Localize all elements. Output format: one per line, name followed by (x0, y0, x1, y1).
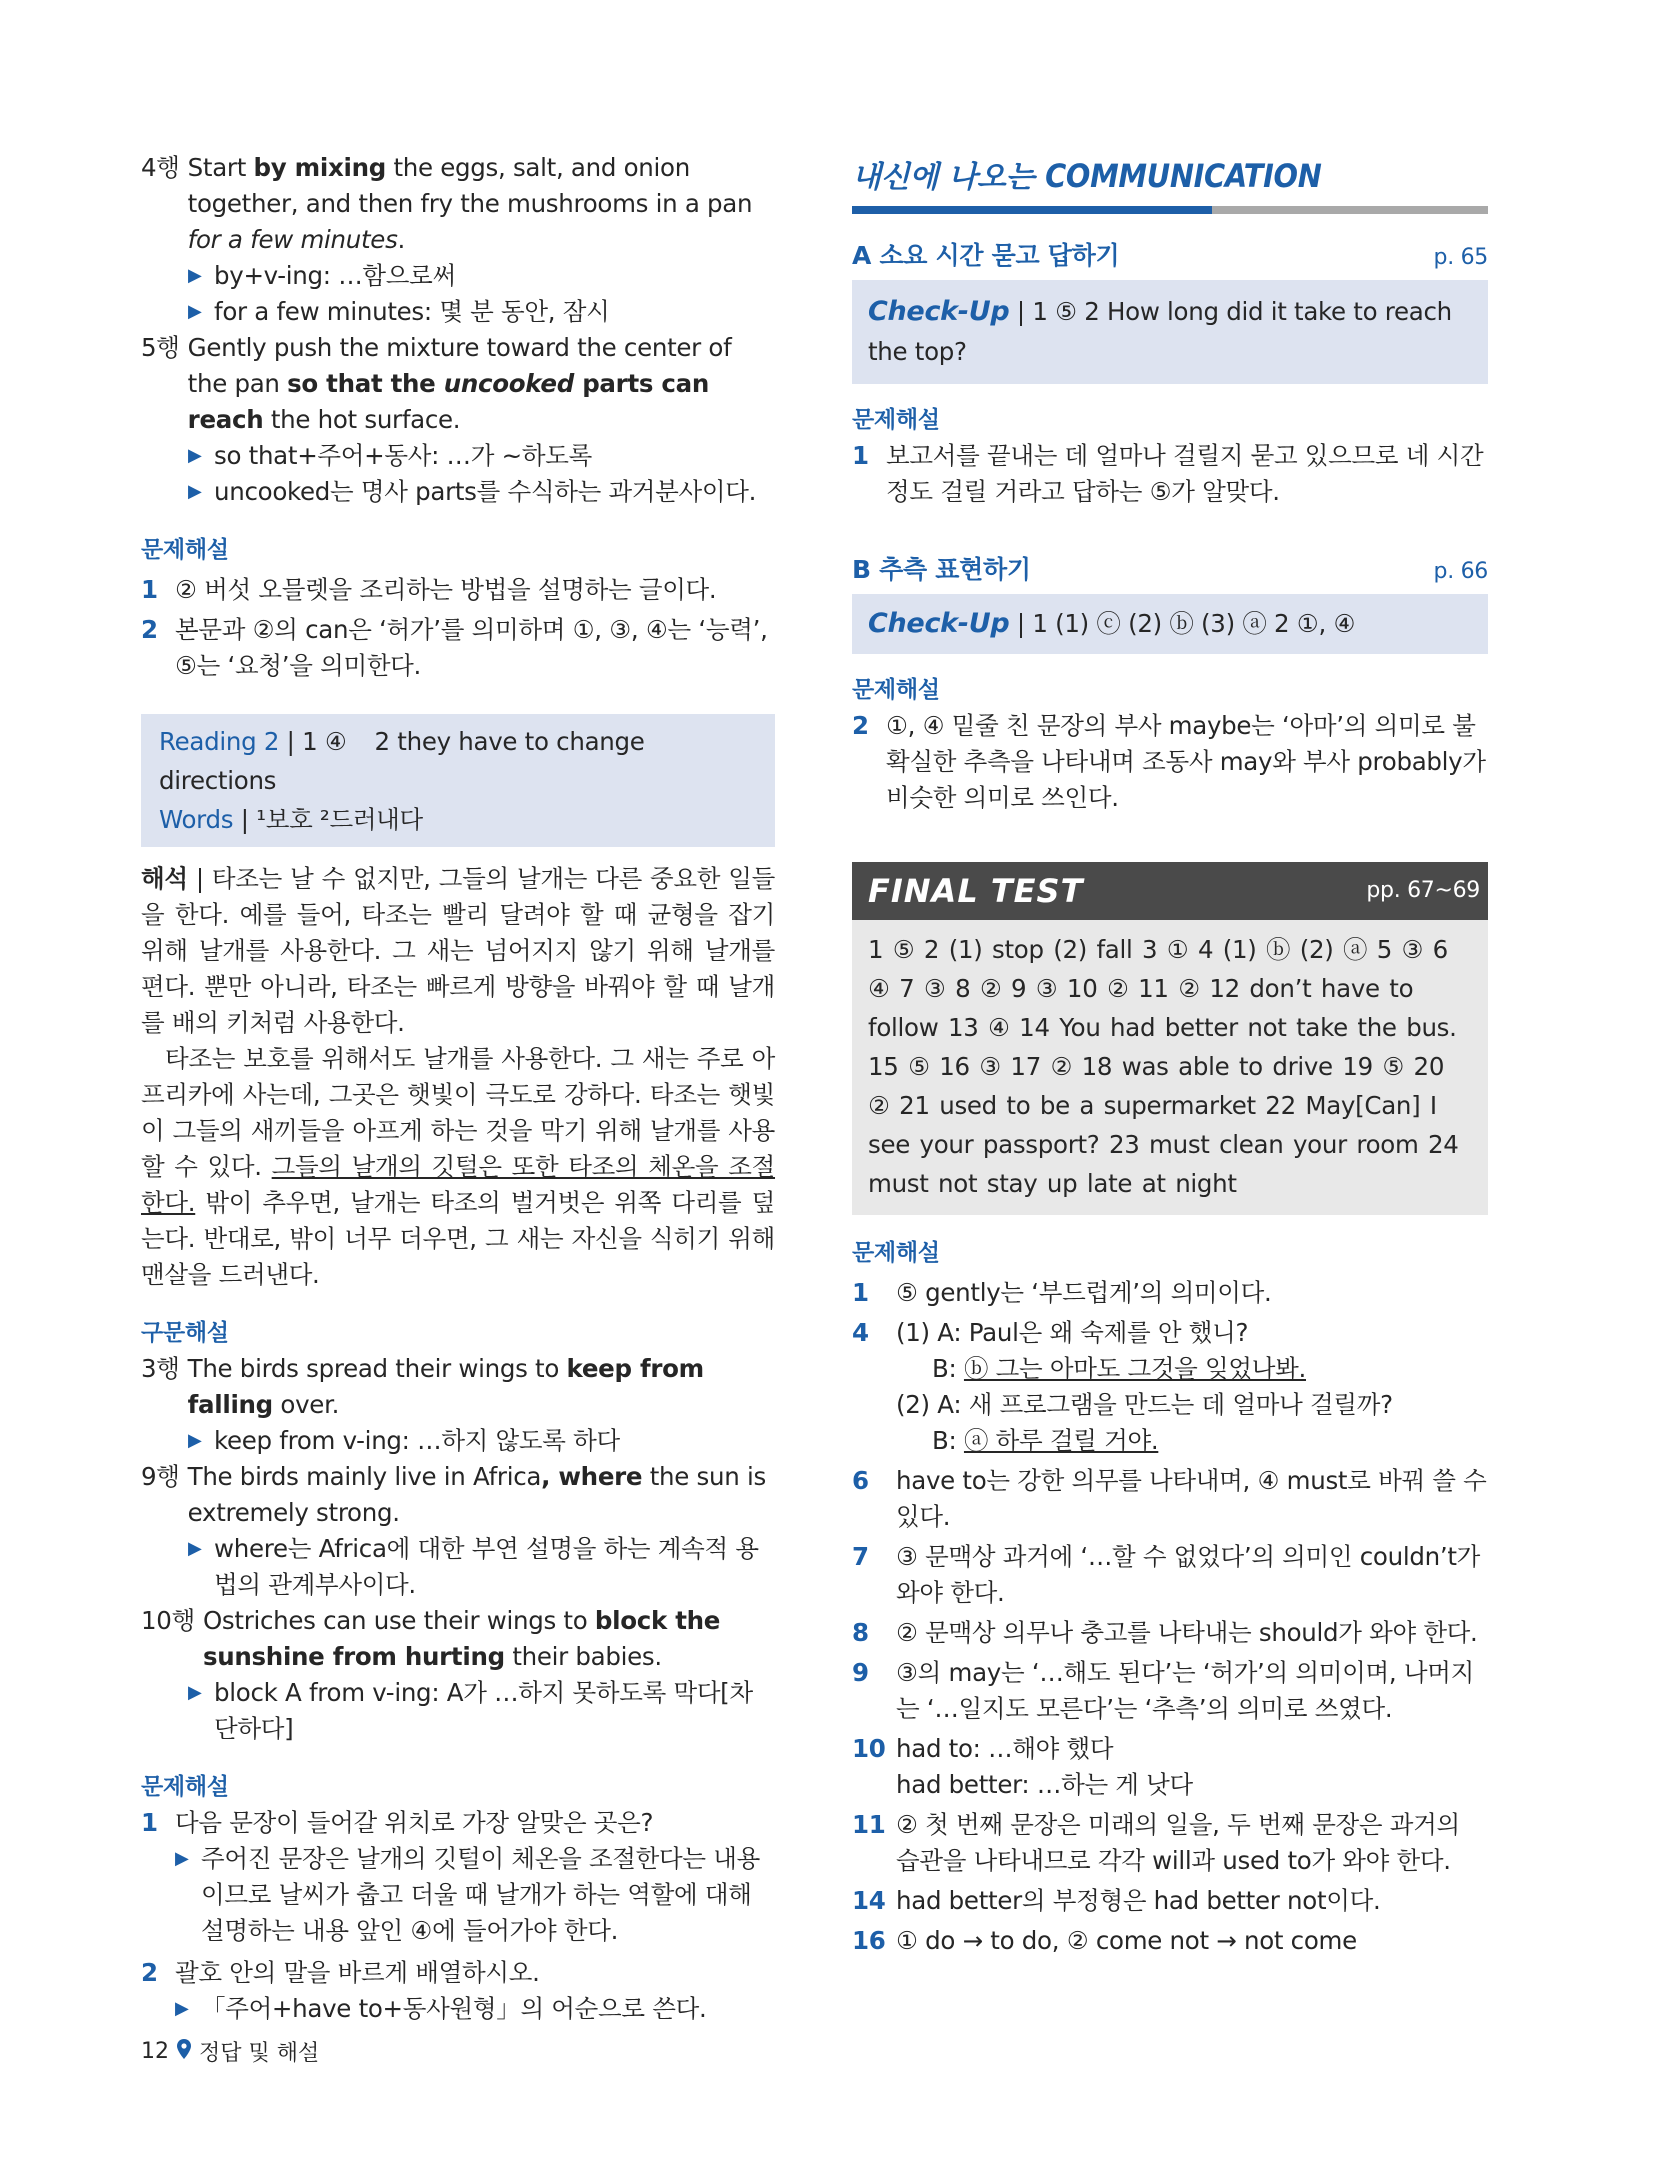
answer-item: 6 have to는 강한 의무를 나타내며, ④ must로 바꿔 쓸 수 있다. (852, 1466, 1487, 1531)
explain-line-9: 9행 The birds mainly live in Africa, where the sun is extremely strong. (141, 1462, 766, 1527)
section-b-header: B 추측 표현하기 p. 66 (852, 555, 1488, 584)
answer-item: 10 had to: …해야 했다 had better: …하는 게 낫다 (852, 1734, 1193, 1799)
answer-note: ▶ 「주어+have to+동사원형」의 어순으로 쓴다. (141, 1991, 775, 2027)
grammar-note: ▶ so that+주어+동사: …가 ~하도록 (141, 438, 775, 474)
answer-item: 11 ② 첫 번째 문장은 미래의 일을, 두 번째 문장은 과거의 습관을 나타내므로 각각 will과 used to가 와야 한다. (852, 1810, 1460, 1875)
check-up-box-a: Check-Up | 1 ⑤ 2 How long did it take to reach the top? (852, 280, 1488, 384)
underlined-sentence: 그들의 날개의 깃털은 또한 타조의 체온을 조절한다. (141, 1152, 776, 1217)
section-heading-problem-explanation: 문제해설 (141, 1774, 229, 1800)
answer-item: 4 (1) A: Paul은 왜 숙제를 안 했니? B: ⓑ 그는 아마도 그것을 잊었나봐. (2) A: 새 프로그램을 만드는 데 얼마나 걸릴까? B: ⓐ 하루 걸릴 거야. (852, 1318, 1393, 1455)
translation-paragraph: 해석 | 타조는 날 수 없지만, 그들의 날개는 다른 중요한 일들을 한다. 예를 들어, 타조는 빨리 달려야 할 때 균형을 잡기 위해 날개를 사용한다. 그 새는 넘어지지 않기 위해 날개를 편다. 뿐만 아니라, 타조는 빠르게 방향을 바꿔야 할 때 날개를 배의 키처럼 사용한다. (141, 864, 775, 1037)
section-a-header: A 소요 시간 묻고 답하기 p. 65 (852, 241, 1488, 270)
grammar-note: ▶ keep from v-ing: …하지 않도록 하다 (141, 1423, 775, 1459)
answer-item: 2 본문과 ②의 can은 ‘허가’를 의미하며 ①, ③, ④는 ‘능력’, ⑤는 ‘요청’을 의미한다. (141, 615, 768, 680)
grammar-note: ▶ block A from v-ing: A가 …하지 못하도록 막다[차단하다] (141, 1675, 775, 1747)
final-test-header: FINAL TEST pp. 67~69 (852, 862, 1488, 920)
section-heading-syntax-explanation: 구문해설 (141, 1320, 229, 1346)
grammar-note: ▶ by+v-ing: …함으로써 (141, 258, 775, 294)
communication-title: 내신에 나오는 COMMUNICATION (852, 157, 1322, 195)
grammar-note: ▶ for a few minutes: 몇 분 동안, 잠시 (141, 294, 775, 330)
line-label: 4행 (141, 153, 180, 182)
triangle-bullet-icon: ▶ (188, 265, 202, 286)
answer-item: 2 괄호 안의 말을 바르게 배열하시오. (141, 1958, 540, 1987)
answer-item: 1 ② 버섯 오믈렛을 조리하는 방법을 설명하는 글이다. (141, 575, 717, 604)
answer-item: 1 보고서를 끝내는 데 얼마나 걸릴지 묻고 있으므로 네 시간 정도 걸릴 거라고 답하는 ⑤가 알맞다. (852, 441, 1484, 506)
answer-item: 8 ② 문맥상 의무나 충고를 나타내는 should가 와야 한다. (852, 1618, 1478, 1647)
triangle-bullet-icon: ▶ (188, 301, 202, 322)
answer-item: 7 ③ 문맥상 과거에 ‘…할 수 없었다’의 의미인 couldn’t가 와야 한다. (852, 1542, 1480, 1607)
triangle-bullet-icon: ▶ (175, 1998, 189, 2019)
explain-line-5 (141, 330, 775, 438)
grammar-note: ▶ uncooked는 명사 parts를 수식하는 과거분사이다. (141, 474, 775, 510)
triangle-bullet-icon: ▶ (188, 1682, 202, 1703)
right-column (852, 156, 1488, 1959)
footer-title: 정답 및 해설 (199, 2041, 320, 2066)
answer-note: ▶ 주어진 문장은 날개의 깃털이 체온을 조절한다는 내용이므로 날씨가 춥고 더울 때 날개가 하는 역할에 대해 설명하는 내용 앞인 ④에 들어가야 한다. (141, 1841, 775, 1949)
final-test-answers: 1 ⑤ 2 (1) stop (2) fall 3 ① 4 (1) ⓑ (2) ⓐ 5 ③ 6 ④ 7 ③ 8 ② 9 ③ 10 ② 11 ② 12 don’t have to follow 13 ④ 14 You had better not take the bus. 15 ⑤ 16 ③ 17 ② 18 was able to drive 19 ⑤ 20 ② 21 used to be a supermarket 22 May[Can] I see your passport? 23 must clean your room 24 must not stay up late at night (852, 920, 1488, 1215)
explain-line-3: 3행 The birds spread their wings to keep from falling over. (141, 1354, 704, 1419)
answer-item: 1 다음 문장이 들어갈 위치로 가장 알맞은 곳은? (141, 1808, 654, 1837)
reading-answer-row: Reading 2 | 1 ④ 2 they have to change directions (159, 727, 645, 795)
answer-item: 2 ①, ④ 밑줄 친 문장의 부사 maybe는 ‘아마’의 의미로 불확실한 추측을 나타내며 조동사 may와 부사 probably가 비슷한 의미로 쓰인다. (852, 711, 1486, 812)
check-up-box-b: Check-Up | 1 (1) ⓒ (2) ⓑ (3) ⓐ 2 ①, ④ (852, 594, 1488, 654)
triangle-bullet-icon: ▶ (188, 445, 202, 466)
triangle-bullet-icon: ▶ (188, 1538, 202, 1559)
explain-line-10: 10행 Ostriches can use their wings to block the sunshine from hurting their babies. (141, 1606, 721, 1671)
page-number: 12 (141, 2039, 169, 2064)
triangle-bullet-icon: ▶ (188, 1430, 202, 1451)
triangle-bullet-icon: ▶ (188, 481, 202, 502)
answer-item: 16 ① do → to do, ② come not → not come (852, 1926, 1357, 1955)
section-heading-problem-explanation: 문제해설 (852, 1240, 940, 1266)
explain-line-4 (141, 150, 775, 258)
title-rule (852, 206, 1488, 214)
pin-icon (177, 2039, 191, 2065)
example-sentence: Gently push the mixture toward the center of the pan so that the uncooked parts can reach the hot surface. (187, 333, 732, 434)
left-column (141, 150, 775, 2027)
triangle-bullet-icon: ▶ (175, 1848, 189, 1869)
reading-answer-box (141, 714, 775, 847)
section-heading-problem-explanation: 문제해설 (141, 537, 229, 563)
answer-item: 14 had better의 부정형은 had better not이다. (852, 1886, 1381, 1915)
line-label: 5행 (141, 333, 180, 362)
grammar-note: ▶ where는 Africa에 대한 부연 설명을 하는 계속적 용법의 관계부사이다. (141, 1531, 775, 1603)
section-heading-problem-explanation: 문제해설 (852, 407, 940, 433)
page-footer (141, 2036, 319, 2067)
answer-item: 1 ⑤ gently는 ‘부드럽게’의 의미이다. (852, 1278, 1272, 1307)
example-sentence: Start by mixing the eggs, salt, and onion together, and then fry the mushrooms in a pan for a few minutes. (187, 153, 753, 254)
answer-item: 9 ③의 may는 ‘…해도 된다’는 ‘허가’의 의미이며, 나머지는 ‘…일지도 모른다’는 ‘추측’의 의미로 쓰였다. (852, 1658, 1474, 1723)
words-answer-row: Words | ¹보호 ²드러내다 (159, 805, 423, 834)
translation-paragraph: 타조는 보호를 위해서도 날개를 사용한다. 그 새는 주로 아프리카에 사는데, 그곳은 햇빛이 극도로 강하다. 타조는 햇빛이 그들의 새끼들을 아프게 하는 것을 막기 위해 날개를 사용할 수 있다. 그들의 날개의 깃털은 또한 타조의 체온을 조절한다. 밖이 추우면, 날개는 타조의 벌거벗은 위쪽 다리를 덮는다. 반대로, 밖이 너무 더우면, 그 새는 자신을 식히기 위해 맨살을 드러낸다. (141, 1044, 776, 1289)
section-heading-problem-explanation: 문제해설 (852, 677, 940, 703)
